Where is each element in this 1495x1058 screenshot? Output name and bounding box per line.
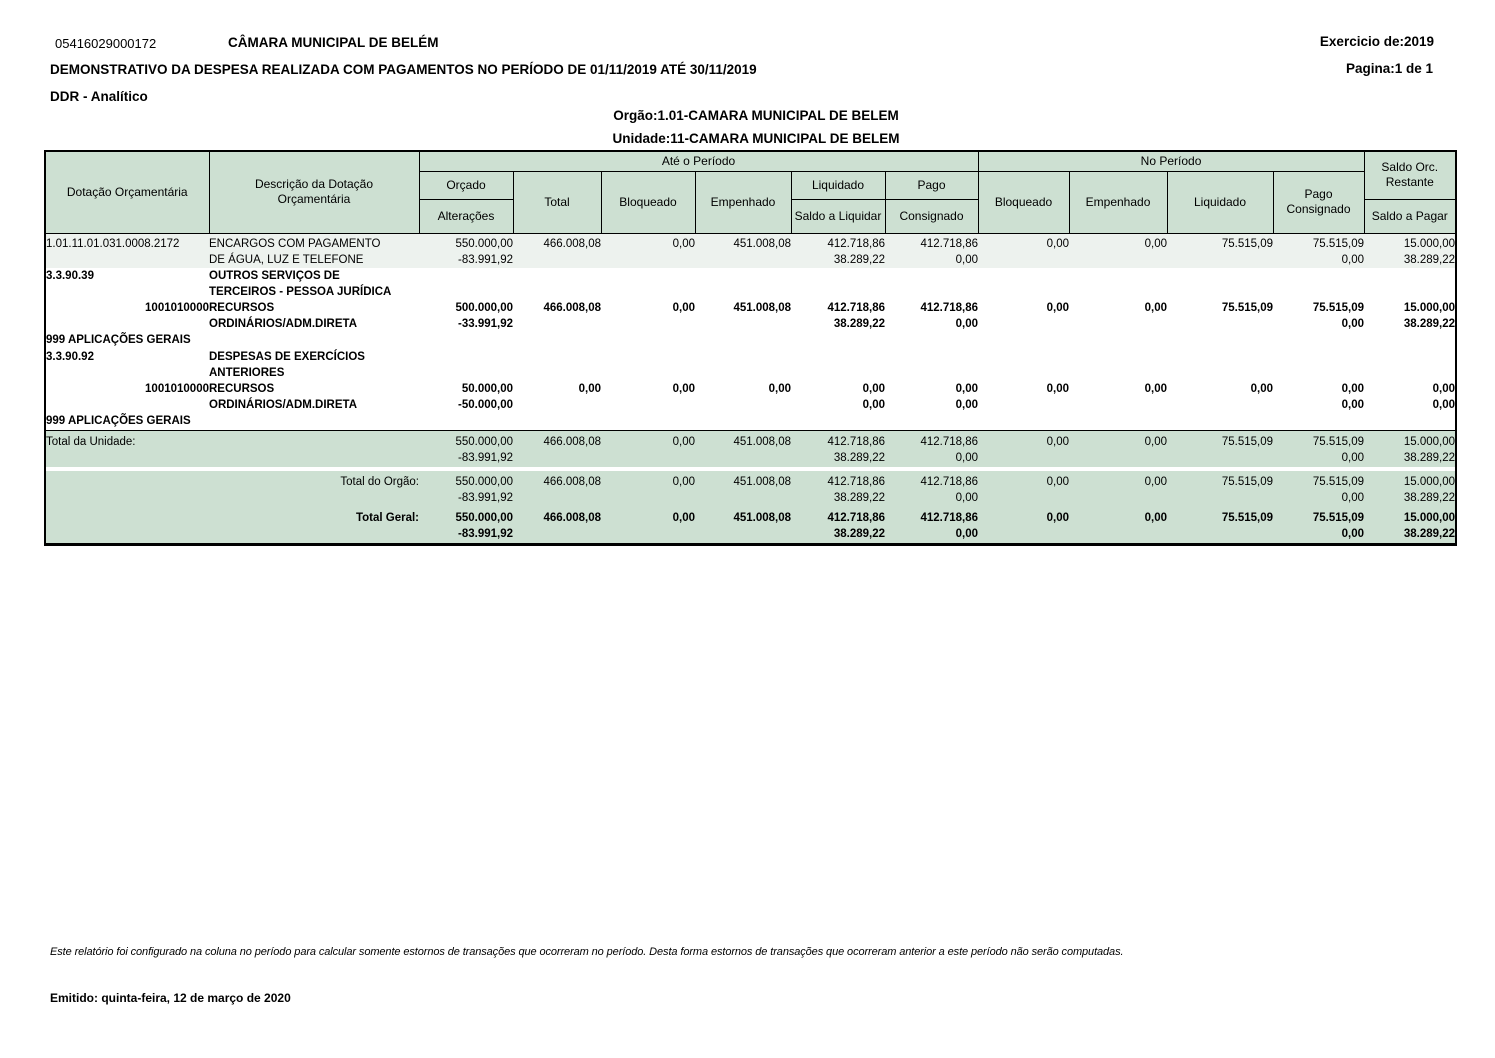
cell-code: 1001010000 [45, 300, 209, 332]
cell-value [419, 268, 513, 300]
cell-value: 15.000,00 38.289,22 [1364, 300, 1456, 332]
entity-name: CÂMARA MUNICIPAL DE BELÉM [228, 35, 439, 50]
cell-value: 75.515,09 0,00 [1273, 430, 1364, 467]
cell-description: DESPESAS DE EXERCÍCIOS ANTERIORES [209, 349, 419, 381]
table-row [45, 413, 1456, 431]
cell-code: 1.01.11.01.031.0008.2172 [45, 233, 209, 268]
col-header-np-liquidado: Liquidado [1167, 171, 1273, 233]
cell-value: 0,00 [978, 233, 1069, 268]
cell-value: 0,00 [1069, 300, 1167, 332]
cell-value: 75.515,09 [1167, 471, 1273, 507]
page-number: Pagina:1 de 1 [1345, 61, 1433, 76]
col-header-orcado: Orçado [419, 171, 513, 199]
cell-value [885, 268, 978, 300]
exercise-label: Exercicio de:2019 [1319, 34, 1434, 49]
cell-value [791, 268, 885, 300]
total-row [45, 430, 1456, 467]
cell-description: ENCARGOS COM PAGAMENTO DE ÁGUA, LUZ E TELEFONE [209, 233, 419, 268]
expense-table [44, 150, 1457, 546]
col-header-pago: Pago [885, 171, 978, 199]
cell-value: 0,00 [601, 300, 695, 332]
table-row [45, 349, 1456, 381]
cell-value: 75.515,09 [1167, 507, 1273, 545]
table-header [45, 151, 1456, 233]
col-header-np-empenhado: Empenhado [1069, 171, 1167, 233]
cell-span-label: 999 APLICAÇÕES GERAIS [45, 332, 419, 349]
cell-value: 75.515,09 0,00 [1273, 507, 1364, 545]
cell-value: 412.718,86 0,00 [885, 507, 978, 545]
cell-value: 550.000,00 -83.991,92 [419, 471, 513, 507]
cell-value: 412.718,86 38.289,22 [791, 471, 885, 507]
cell-value [1273, 349, 1364, 381]
cell-value: 0,00 0,00 [1364, 381, 1456, 413]
table-row [45, 381, 1456, 413]
cell-empty [419, 413, 1456, 431]
col-header-liquidado: Liquidado [791, 171, 885, 199]
cell-value: 75.515,09 0,00 [1273, 300, 1364, 332]
cell-value: 0,00 0,00 [791, 381, 885, 413]
col-header-saldo-orc-restante: Saldo Orc. Restante [1364, 151, 1456, 199]
cell-value: 50.000,00 -50.000,00 [419, 381, 513, 413]
group-header-ate-periodo: Até o Período [419, 151, 978, 171]
total-row [45, 507, 1456, 545]
cell-value: 412.718,86 38.289,22 [791, 233, 885, 268]
cell-value [601, 268, 695, 300]
col-header-total: Total [513, 171, 601, 233]
cell-value: 15.000,00 38.289,22 [1364, 507, 1456, 545]
cell-value [978, 349, 1069, 381]
cell-value: 0,00 [601, 430, 695, 467]
cell-value: 0,00 [978, 381, 1069, 413]
cell-value [1273, 268, 1364, 300]
cell-value: 0,00 [601, 471, 695, 507]
cell-value: 451.008,08 [695, 300, 791, 332]
cell-total-label: Total Geral: [45, 507, 419, 545]
orgao-line: Orgão:1.01-CAMARA MUNICIPAL DE BELEM [613, 108, 899, 123]
cell-value: 0,00 [601, 381, 695, 413]
cell-value [513, 349, 601, 381]
cell-value [1364, 268, 1456, 300]
cell-value [885, 349, 978, 381]
col-header-np-pago-consignado: Pago Consignado [1273, 171, 1364, 233]
cell-value: 75.515,09 [1167, 300, 1273, 332]
cell-value [1167, 349, 1273, 381]
col-header-descricao: Descrição da Dotação Orçamentária [209, 151, 419, 233]
cell-value: 0,00 [1069, 381, 1167, 413]
cell-value: 0,00 [1069, 471, 1167, 507]
cell-value: 466.008,08 [513, 507, 601, 545]
cell-value: 550.000,00 -83.991,92 [419, 507, 513, 545]
cell-total-label: Total do Orgão: [45, 471, 419, 507]
cell-value: 15.000,00 38.289,22 [1364, 233, 1456, 268]
cell-value: 466.008,08 [513, 471, 601, 507]
total-row [45, 471, 1456, 507]
cell-value: 0,00 [601, 233, 695, 268]
cell-value: 0,00 [978, 471, 1069, 507]
cell-value: 0,00 [1069, 507, 1167, 545]
cell-value [513, 268, 601, 300]
emitted-date: Emitido: quinta-feira, 12 de março de 2020 [50, 991, 291, 1005]
cell-code: 1001010000 [45, 381, 209, 413]
cell-value: 500.000,00 -33.991,92 [419, 300, 513, 332]
cell-value: 0,00 0,00 [885, 381, 978, 413]
col-header-saldo-a-pagar: Saldo a Pagar [1364, 199, 1456, 233]
cell-value [1364, 349, 1456, 381]
cell-value [791, 349, 885, 381]
cell-empty [419, 332, 1456, 349]
cell-value: 466.008,08 [513, 300, 601, 332]
cell-value [1069, 268, 1167, 300]
group-header-no-periodo: No Período [978, 151, 1364, 171]
cell-value [695, 349, 791, 381]
cell-value: 451.008,08 [695, 471, 791, 507]
cell-value: 412.718,86 38.289,22 [791, 507, 885, 545]
company-code: 05416029000172 [55, 36, 157, 51]
cell-value: 0,00 [601, 507, 695, 545]
cell-value: 0,00 [978, 507, 1069, 545]
cell-value: 0,00 [1069, 430, 1167, 467]
header-group-row [45, 151, 1456, 171]
cell-value: 412.718,86 0,00 [885, 430, 978, 467]
table-row [45, 233, 1456, 268]
cell-value: 412.718,86 38.289,22 [791, 300, 885, 332]
col-header-consignado: Consignado [885, 199, 978, 233]
cell-value: 75.515,09 [1167, 233, 1273, 268]
cell-value: 550.000,00 -83.991,92 [419, 430, 513, 467]
cell-value: 0,00 [1167, 381, 1273, 413]
cell-value: 15.000,00 38.289,22 [1364, 471, 1456, 507]
cell-code: 3.3.90.92 [45, 349, 209, 381]
cell-value: 550.000,00 -83.991,92 [419, 233, 513, 268]
cell-value [1069, 349, 1167, 381]
footer-note: Este relatório foi configurado na coluna no período para calcular somente estornos de transações que ocorreram no período. Desta forma estornos de transações que ocorreram anterior a este período não serão computadas. [50, 946, 1124, 958]
cell-value: 451.008,08 [695, 507, 791, 545]
cell-value [1167, 268, 1273, 300]
cell-value: 75.515,09 0,00 [1273, 471, 1364, 507]
cell-total-label: Total da Unidade: [45, 430, 419, 467]
cell-code: 3.3.90.39 [45, 268, 209, 300]
cell-value: 0,00 [513, 381, 601, 413]
cell-value: 412.718,86 38.289,22 [791, 430, 885, 467]
cell-value: 0,00 0,00 [1273, 381, 1364, 413]
col-header-empenhado: Empenhado [695, 171, 791, 233]
cell-value: 0,00 [695, 381, 791, 413]
cell-value: 0,00 [1069, 233, 1167, 268]
cell-value: 0,00 [978, 300, 1069, 332]
col-header-saldo-a-liquidar: Saldo a Liquidar [791, 199, 885, 233]
cell-value: 0,00 [978, 430, 1069, 467]
cell-value: 75.515,09 0,00 [1273, 233, 1364, 268]
cell-value [978, 268, 1069, 300]
table-row [45, 268, 1456, 300]
cell-value [695, 268, 791, 300]
unidade-line: Unidade:11-CAMARA MUNICIPAL DE BELEM [612, 131, 900, 146]
cell-value: 412.718,86 0,00 [885, 233, 978, 268]
col-header-alteracoes: Alterações [419, 199, 513, 233]
cell-value: 75.515,09 [1167, 430, 1273, 467]
table-row [45, 300, 1456, 332]
cell-value: 451.008,08 [695, 233, 791, 268]
col-header-np-bloqueado: Bloqueado [978, 171, 1069, 233]
cell-description: RECURSOS ORDINÁRIOS/ADM.DIRETA [209, 300, 419, 332]
cell-value: 451.008,08 [695, 430, 791, 467]
cell-value: 466.008,08 [513, 233, 601, 268]
col-header-bloqueado: Bloqueado [601, 171, 695, 233]
cell-value: 412.718,86 0,00 [885, 471, 978, 507]
cell-description: RECURSOS ORDINÁRIOS/ADM.DIRETA [209, 381, 419, 413]
table-body [45, 233, 1456, 544]
report-type: DDR - Analítico [50, 89, 148, 104]
col-header-dotacao: Dotação Orçamentária [45, 151, 209, 233]
cell-value: 466.008,08 [513, 430, 601, 467]
cell-value [419, 349, 513, 381]
cell-value: 15.000,00 38.289,22 [1364, 430, 1456, 467]
table-row [45, 332, 1456, 349]
cell-value [601, 349, 695, 381]
cell-value: 412.718,86 0,00 [885, 300, 978, 332]
cell-description: OUTROS SERVIÇOS DE TERCEIROS - PESSOA JURÍDICA [209, 268, 419, 300]
report-title: DEMONSTRATIVO DA DESPESA REALIZADA COM PAGAMENTOS NO PERÍODO DE 01/11/2019 ATÉ 30/11/2019 [50, 62, 757, 77]
cell-span-label: 999 APLICAÇÕES GERAIS [45, 413, 419, 431]
